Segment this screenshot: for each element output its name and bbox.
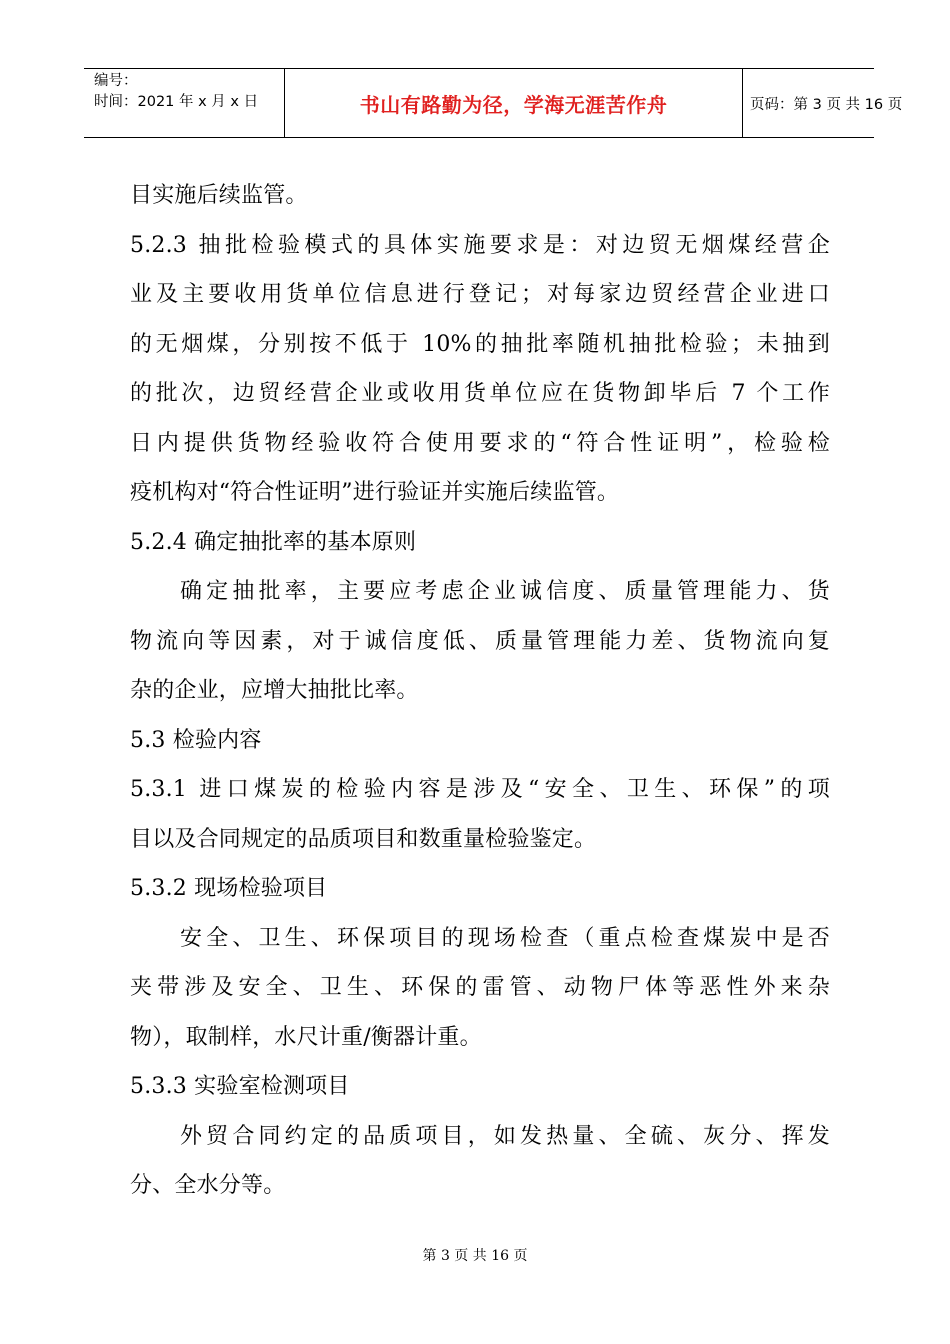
section-heading-5-2-4: 5.2.4 确定抽批率的基本原则 [130,529,417,555]
section-heading-5-3-2: 5.3.2 现场检验项目 [130,876,328,901]
body-line: 杂的企业，应增大抽批比率。 [130,678,419,703]
section-heading-5-3-3: 5.3.3 实验室检测项目 [130,1074,350,1099]
body-line: 物），取制样，水尺计重/衡器计重。 [130,1024,482,1050]
section-heading-5-3: 5.3 检验内容 [130,727,262,753]
body-line: 目实施后续监管。 [130,183,308,208]
header-motto-cell [284,69,743,137]
header-page-cell [742,69,903,137]
page-header [84,68,903,138]
body-line: 日内提供货物经验收符合使用要求的“符合性证明”，检验检 [130,430,830,456]
section-5-2-3-line: 5.2.3 抽批检验模式的具体实施要求是：对边贸无烟煤经营企 [130,232,830,258]
body-line: 的批次，边贸经营企业或收用货单位应在货物卸毕后 7 个工作 [130,381,830,406]
doc-number-label: 编号： [94,73,138,89]
body-line: 外贸合同约定的品质项目，如发热量、全硫、灰分、挥发 [180,1123,830,1149]
document-body [130,178,830,1218]
body-line: 确定抽批率，主要应考虑企业诚信度、质量管理能力、货 [180,579,830,604]
header-motto: 书山有路勤为径，学海无涯苦作舟 [359,92,668,117]
page-footer: 第 3 页 共 16 页 [422,1248,528,1264]
body-line: 的无烟煤，分别按不低于 10%的抽批率随机抽批检验；未抽到 [130,331,830,357]
doc-time-label: 时间：2021 年 x 月 x 日 [94,94,259,110]
body-line: 安全、卫生、环保项目的现场检查（重点检查煤炭中是否 [180,925,830,951]
body-line: 夹带涉及安全、卫生、环保的雷管、动物尸体等恶性外来杂 [130,975,830,1000]
body-line: 业及主要收用货单位信息进行登记；对每家边贸经营企业进口 [130,282,830,307]
section-5-3-1-line: 5.3.1 进口煤炭的检验内容是涉及“安全、卫生、环保”的项 [130,777,830,802]
body-line: 物流向等因素，对于诚信度低、质量管理能力差、货物流向复 [130,628,830,654]
body-line: 疫机构对“符合性证明”进行验证并实施后续监管。 [130,480,620,505]
header-meta [84,69,284,139]
body-line: 目以及合同规定的品质项目和数重量检验鉴定。 [130,826,597,852]
header-page-info: 页码：第 3 页 共 16 页 [750,96,903,113]
body-line: 分、全水分等。 [130,1173,286,1198]
